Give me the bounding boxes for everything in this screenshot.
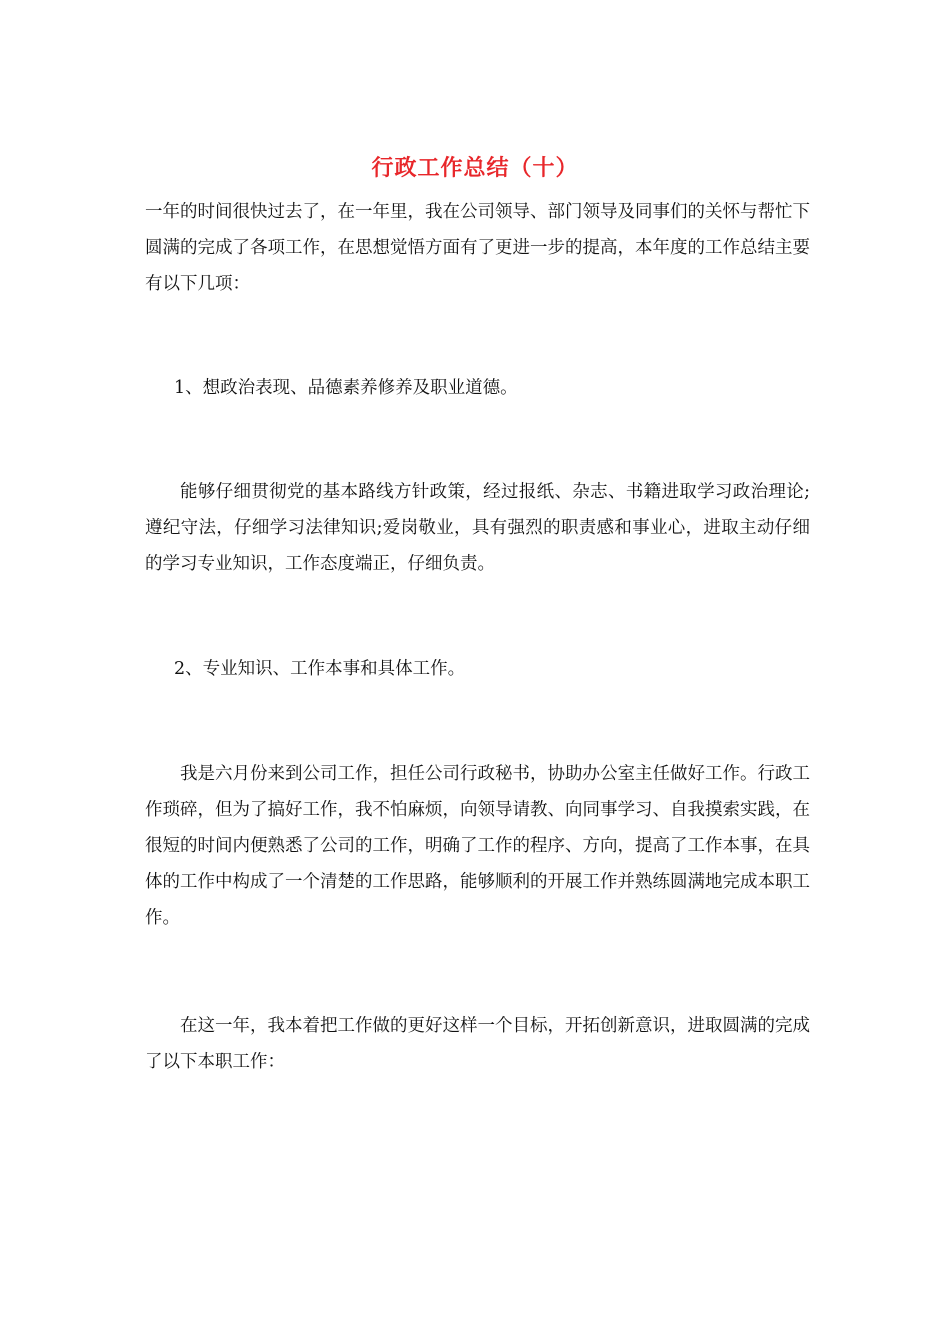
section-3-paragraph: 在这一年，我本着把工作做的更好这样一个目标，开拓创新意识，进取圆满的完成了以下本职工作：: [145, 1016, 810, 1072]
section-2-heading: 2、专业知识、工作本事和具体工作。: [174, 659, 466, 679]
section-1-paragraph: 能够仔细贯彻党的基本路线方针政策，经过报纸、杂志、书籍进取学习政治理论;遵纪守法，仔细学习法律知识;爱岗敬业，具有强烈的职责感和事业心，进取主动仔细的学习专业知识，工作态度端正，仔细负责。: [145, 482, 810, 574]
document-title: 行政工作总结（十）: [371, 155, 579, 181]
section-1-heading: 1、想政治表现、品德素养修养及职业道德。: [174, 378, 518, 398]
intro-paragraph: 一年的时间很快过去了，在一年里，我在公司领导、部门领导及同事们的关怀与帮忙下圆满的完成了各项工作，在思想觉悟方面有了更进一步的提高，本年度的工作总结主要有以下几项：: [145, 202, 810, 294]
section-2-paragraph: 我是六月份来到公司工作，担任公司行政秘书，协助办公室主任做好工作。行政工作琐碎，但为了搞好工作，我不怕麻烦，向领导请教、向同事学习、自我摸索实践，在很短的时间内便熟悉了公司的工作，明确了工作的程序、方向，提高了工作本事，在具体的工作中构成了一个清楚的工作思路，能够顺利的开展工作并熟练圆满地完成本职工作。: [145, 764, 810, 928]
